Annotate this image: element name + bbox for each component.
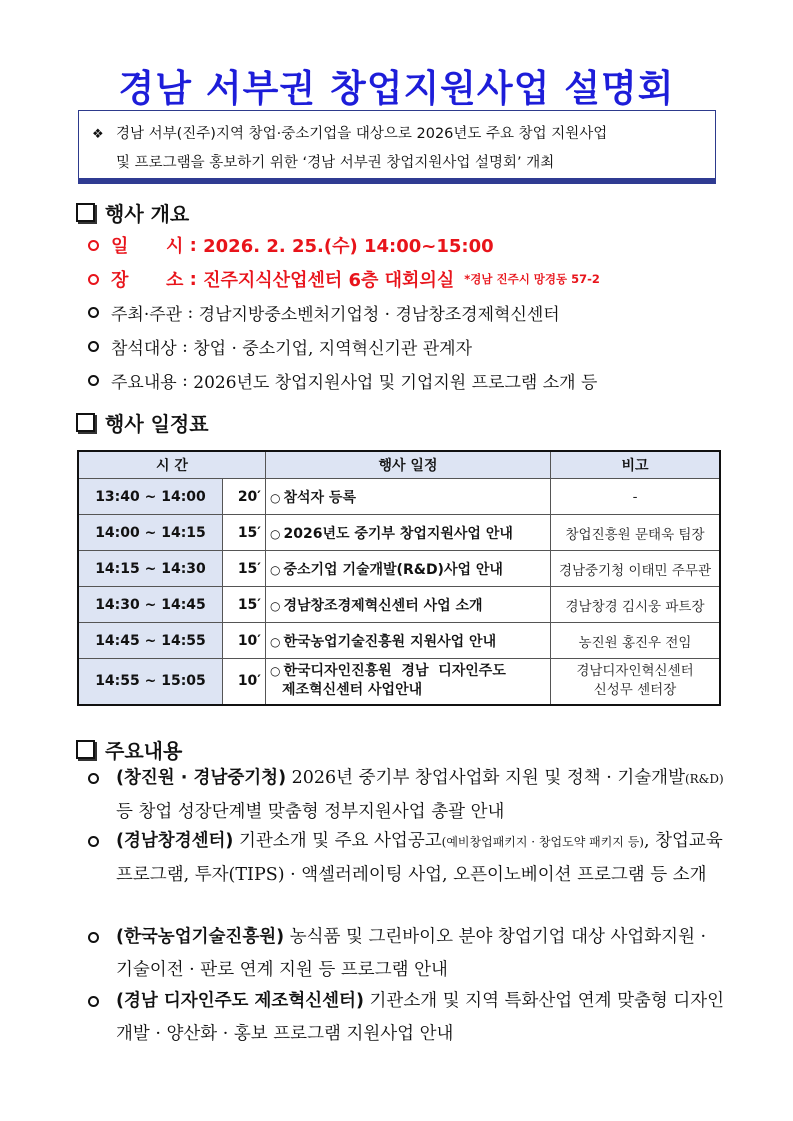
circle-bullet-icon (88, 932, 99, 943)
section-heading-main-content (76, 735, 182, 764)
event-text: 중소기업 기술개발(R&D)사업 안내 (283, 561, 503, 578)
content-body: 농식품 및 그린바이오 분야 창업기업 대상 사업화지원 · 기술이전 · 판로 연계 지원 등 프로그램 안내 (116, 927, 707, 980)
summary-line-1 (92, 122, 607, 143)
content-small: (R&D) (684, 772, 724, 786)
org-name: (경남창경센터) (116, 831, 234, 851)
note-cell: 경남창경 김시웅 파트장 (551, 587, 721, 623)
content-item-koat (88, 921, 728, 987)
event-text: 경남창조경제혁신센터 사업 소개 (283, 597, 483, 614)
event-cell (266, 479, 551, 515)
time-cell: 14:45 ~ 14:55 (78, 623, 223, 659)
overview-separator: : (176, 370, 194, 391)
overview-item-date (88, 232, 494, 258)
circle-bullet-icon (88, 375, 99, 386)
org-name: (경남 디자인주도 제조혁신센터) (116, 991, 364, 1011)
event-text: 참석자 등록 (283, 489, 356, 506)
circle-bullet-icon (88, 341, 99, 352)
org-name: (창진원 · 경남중기청) (116, 768, 287, 788)
summary-text-1: 경남 서부(진주)지역 창업·중소기업을 대상으로 2026년도 주요 창업 지원사업 (116, 126, 608, 142)
content-text (116, 762, 728, 829)
overview-label: 장 소 (111, 270, 184, 291)
time-cell: 14:00 ~ 14:15 (78, 515, 223, 551)
overview-value: 창업 · 중소기업, 지역혁신기관 관계자 (193, 339, 473, 359)
summary-line-2: 및 프로그램을 홍보하기 위한 ‘경남 서부권 창업지원사업 설명회’ 개최 (116, 155, 555, 171)
diamond-bullet-icon: ❖ (92, 127, 104, 142)
table-header-row (78, 451, 720, 479)
duration-cell: 15′ (223, 515, 266, 551)
org-name: (한국농업기술진흥원) (116, 927, 285, 947)
overview-item-attendees (88, 334, 472, 359)
checkbox-square-icon (76, 413, 95, 432)
small-circle-bullet-icon: ○ (270, 598, 281, 613)
duration-cell: 20′ (223, 479, 266, 515)
schedule-table (77, 450, 721, 706)
summary-box (78, 110, 716, 179)
overview-value: 2026년도 창업지원사업 및 기업지원 프로그램 소개 등 (193, 373, 598, 393)
table-row (78, 479, 720, 515)
duration-cell: 15′ (223, 551, 266, 587)
table-row (78, 551, 720, 587)
duration-cell: 10′ (223, 659, 266, 705)
duration-cell: 10′ (223, 623, 266, 659)
section-heading-text: 주요내용 (105, 739, 183, 763)
content-body-2: , 창업교육 프로그램, 투자(TIPS) · 액셀러레이팅 사업, 오픈이노베이션 프로그램 등 소개 (116, 831, 723, 885)
event-cell (266, 659, 551, 705)
time-cell: 14:55 ~ 15:05 (78, 659, 223, 705)
summary-box-underline (78, 178, 716, 184)
event-cell (266, 623, 551, 659)
circle-bullet-icon (88, 836, 99, 847)
overview-separator: : (183, 234, 204, 256)
overview-value: 경남지방중소벤처기업청 · 경남창조경제혁신센터 (198, 305, 560, 325)
overview-label: 참석대상 (111, 339, 177, 359)
table-row (78, 587, 720, 623)
column-header-note: 비고 (551, 451, 721, 479)
time-cell: 14:15 ~ 14:30 (78, 551, 223, 587)
overview-label: 일 시 (111, 236, 184, 257)
overview-label: 주최·주관 (111, 305, 183, 325)
overview-separator: : (176, 336, 194, 357)
event-cell (266, 587, 551, 623)
overview-item-contents (88, 368, 597, 393)
content-body: 기관소개 및 주요 사업공고 (233, 831, 442, 851)
event-cell (266, 551, 551, 587)
content-item-gyeongnam-cce (88, 825, 728, 892)
section-heading-overview (76, 198, 189, 227)
small-circle-bullet-icon: ○ (270, 490, 281, 505)
section-heading-text: 행사 일정표 (105, 412, 209, 436)
overview-value: 진주지식산업센터 6층 대회의실 (203, 270, 455, 291)
address-note: *경남 진주시 망경동 57-2 (464, 272, 600, 286)
checkbox-square-icon (76, 740, 95, 759)
small-circle-bullet-icon: ○ (270, 562, 281, 577)
event-text: 한국농업기술진흥원 지원사업 안내 (283, 633, 497, 650)
checkbox-square-icon (76, 203, 95, 222)
circle-bullet-icon (88, 773, 99, 784)
circle-bullet-icon (88, 307, 99, 318)
note-text: 경남디자인혁신센터 (576, 663, 694, 680)
time-cell: 14:30 ~ 14:45 (78, 587, 223, 623)
event-text-line2: 제조혁신센터 사업안내 (282, 682, 423, 699)
content-body: 2026년 중기부 창업사업화 지원 및 정책 · 기술개발 (286, 768, 685, 788)
small-circle-bullet-icon: ○ (270, 664, 281, 679)
note-cell: - (551, 479, 721, 515)
content-body: 기관소개 및 지역 특화산업 연계 맞춤형 디자인 개발 · 양산화 · 홍보 프로그램 지원사업 안내 (116, 991, 725, 1044)
duration-cell: 15′ (223, 587, 266, 623)
event-text: 한국디자인진흥원 경남 디자인주도 (283, 663, 506, 680)
circle-bullet-icon (88, 996, 99, 1007)
small-circle-bullet-icon: ○ (270, 526, 281, 541)
section-heading-schedule (76, 408, 209, 437)
overview-item-place (88, 266, 600, 292)
note-cell (551, 659, 721, 705)
note-cell: 농진원 홍진우 전임 (551, 623, 721, 659)
overview-separator: : (183, 268, 204, 290)
content-text (116, 921, 728, 987)
content-text (116, 985, 728, 1051)
note-cell: 창업진흥원 문태욱 팀장 (551, 515, 721, 551)
note-text-line2: 신성무 센터장 (593, 682, 677, 699)
page-title: 경남 서부권 창업지원사업 설명회 (118, 67, 675, 110)
event-text: 2026년도 중기부 창업지원사업 안내 (283, 525, 513, 542)
overview-item-host (88, 300, 560, 325)
time-cell: 13:40 ~ 14:00 (78, 479, 223, 515)
circle-bullet-icon (88, 274, 99, 285)
section-heading-text: 행사 개요 (105, 202, 190, 226)
table-row (78, 623, 720, 659)
content-item-design-center (88, 985, 728, 1051)
overview-separator: : (182, 302, 199, 323)
column-header-event: 행사 일정 (266, 451, 551, 479)
note-cell: 경남중기청 이태민 주무관 (551, 551, 721, 587)
table-row (78, 659, 720, 705)
overview-value: 2026. 2. 25.(수) 14:00~15:00 (203, 236, 494, 257)
content-body-2: 등 창업 성장단계별 맞춤형 정부지원사업 총괄 안내 (116, 802, 505, 822)
small-circle-bullet-icon: ○ (270, 634, 281, 649)
content-item-kised (88, 762, 728, 829)
content-text (116, 825, 728, 892)
column-header-time: 시 간 (78, 451, 266, 479)
overview-label: 주요내용 (111, 373, 177, 393)
table-row (78, 515, 720, 551)
circle-bullet-icon (88, 240, 99, 251)
event-cell (266, 515, 551, 551)
content-small: (예비창업패키지 · 창업도약 패키지 등) (441, 835, 644, 849)
